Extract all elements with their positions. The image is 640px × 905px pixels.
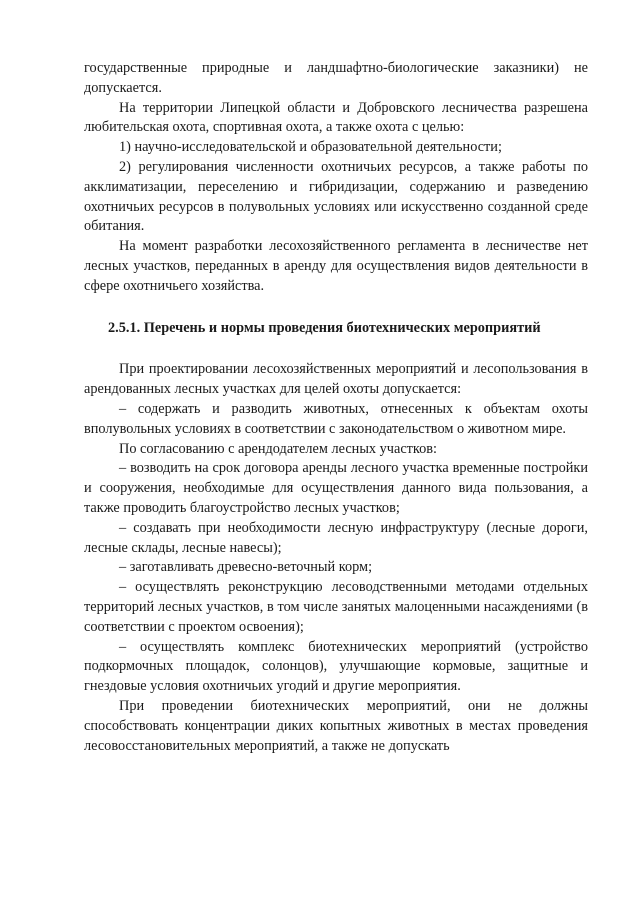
list-item-reconstruction: – осуществлять реконструкцию лесоводственными методами отдельных территорий лесных участков, в том числе занятых малоценными насаждениями (в соответствии с проектом освоения); [84,579,588,635]
paragraph-design-intro: При проектировании лесохозяйственных мероприятий и лесопользования в арендованных лесных участках для целей охоты допускается: [84,361,588,398]
list-item-research: 1) научно-исследовательской и образовательной деятельности; [119,139,502,156]
section-heading: 2.5.1. Перечень и нормы проведения биотехнических мероприятий [108,319,541,336]
list-item-infrastructure: – создавать при необходимости лесную инфраструктуру (лесные дороги, лесные склады, лесные навесы); [84,519,588,556]
paragraph-hunting-permitted: На территории Липецкой области и Добровского лесничества разрешена любительская охота, спортивная охота, а также охота с целью: [84,99,588,136]
list-item-regulation: 2) регулирования численности охотничьих ресурсов, а также работы по акклиматизации, переселению и гибридизации, содержанию и разведению охотничьих ресурсов в полувольных условиях или искусственно созданной среде обитания. [84,158,588,235]
list-item-browse-feed: – заготавливать древесно-веточный корм; [119,559,373,576]
list-item-biotechnical: – осуществлять комплекс биотехнических мероприятий (устройство подкормочных площадок, солонцов), улучшающие кормовые, защитные и гнездовые условия охотничьих угодий и другие мероприятия. [84,638,588,695]
page-content [84,59,588,756]
paragraph-by-agreement: По согласованию с арендодателем лесных участков: [119,440,438,457]
paragraph-no-leased-plots: На момент разработки лесохозяйственного регламента в лесничестве нет лесных участков, переданных в аренду для осуществления видов деятельности в сфере охотничьего хозяйства. [84,238,588,294]
paragraph-biotechnical-conduct: При проведении биотехнических мероприятий, они не должны способствовать концентрации диких копытных животных в местах проведения лесовосстановительных мероприятий, а также не допускать [84,697,588,754]
list-item-build-structures: – возводить на срок договора аренды лесного участка временные постройки и сооружения, необходимые для осуществления данного вида пользования, а также проводить благоустройство лесных участков; [84,460,588,516]
paragraph-continuation: государственные природные и ландшафтно-биологические заказники) не допускается. [84,60,588,96]
list-item-keep-animals: – содержать и разводить животных, отнесенных к объектам охоты вполувольных условиях в соответствии с законодательством о животном мире. [84,400,588,437]
